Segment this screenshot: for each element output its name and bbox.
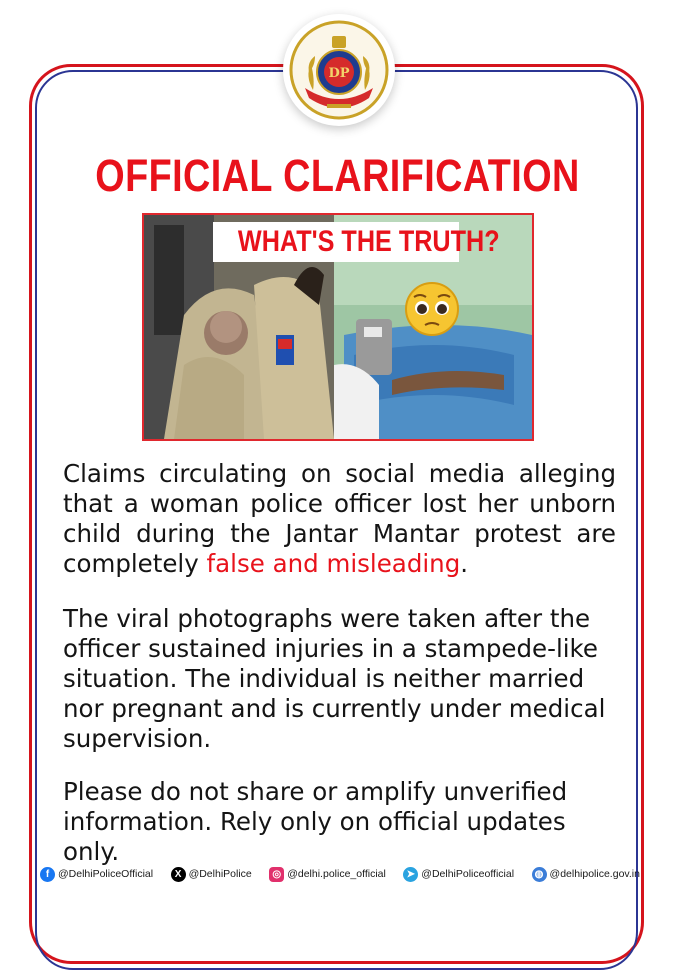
footer-telegram[interactable] (403, 867, 514, 882)
footer-x[interactable] (171, 867, 252, 882)
footer-label: @DelhiPolice (188, 868, 252, 880)
footer-label: @delhipolice.gov.in (549, 868, 640, 880)
social-footer (40, 863, 640, 885)
instagram-icon: ◎ (269, 867, 284, 882)
footer-instagram[interactable] (269, 867, 386, 882)
page-title: OFFICIAL CLARIFICATION (95, 150, 580, 201)
globe-icon: ◍ (532, 867, 547, 882)
paragraph-advisory: Please do not share or amplify unverified information. Rely only on official updates only. (63, 777, 568, 866)
false-misleading-highlight: false and misleading (206, 549, 461, 578)
x-icon: X (171, 867, 186, 882)
footer-label: @DelhiPoliceofficial (421, 868, 515, 880)
footer-facebook[interactable] (40, 867, 153, 882)
footer-label: @delhi.police_official (287, 868, 386, 880)
paragraph-viral-photos: The viral photographs were taken after the officer sustained injuries in a stampede-like situation. The individual is neither married nor pregnant and is currently under medical supervision. (63, 604, 606, 753)
truth-banner: WHAT'S THE TRUTH? (213, 222, 459, 262)
footer-label: @DelhiPoliceOfficial (58, 868, 154, 880)
footer-website[interactable] (532, 867, 640, 882)
delhi-police-logo (283, 14, 395, 126)
facebook-icon: f (40, 867, 55, 882)
paragraph-claims: Claims circulating on social media alleging that a woman police officer lost her unborn child during the Jantar Mantar protest are completely false and misleading. (63, 459, 616, 578)
svg-text:DP: DP (328, 66, 350, 81)
telegram-icon: ➤ (403, 867, 418, 882)
